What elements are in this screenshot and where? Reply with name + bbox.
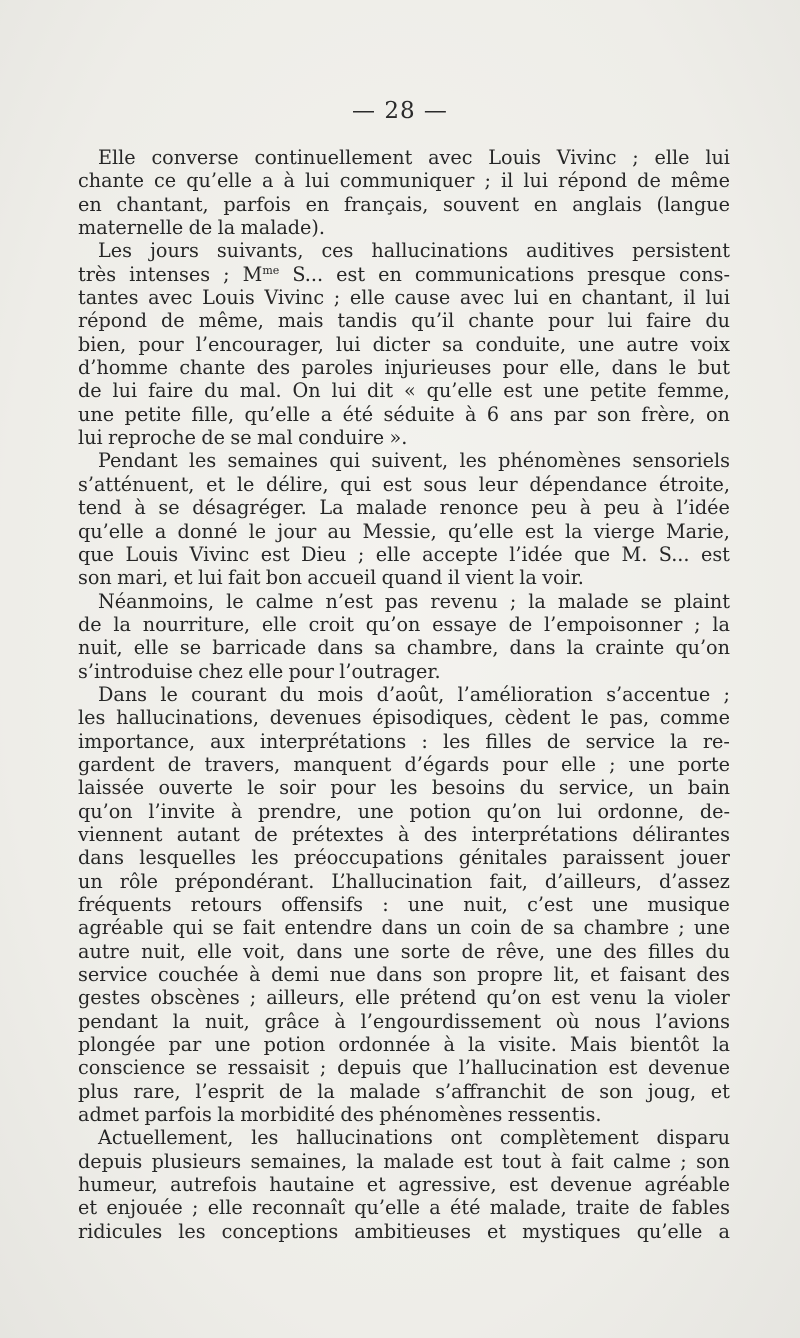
text-line: un rôle prépondérant. L’hallucination fait, d’ailleurs, d’assez <box>78 869 730 893</box>
text-line: humeur, autrefois hautaine et agressive, est devenue agréable <box>78 1173 730 1197</box>
text-line: et enjouée ; elle reconnaît qu’elle a été malade, traite de fables <box>78 1196 730 1220</box>
text-line: maternelle de la malade). <box>78 216 325 240</box>
text-line: Elle converse continuellement avec Louis Vivinc ; elle lui <box>98 146 730 169</box>
text-line: autre nuit, elle voit, dans une sorte de rêve, une des filles du <box>78 939 730 963</box>
text-line: depuis plusieurs semaines, la malade est tout à fait calme ; son <box>78 1149 730 1173</box>
text-line: Pendant les semaines qui suivent, les phénomènes sensoriels <box>98 449 730 473</box>
text-line: gardent de travers, manquent d’égards pour elle ; une porte <box>78 752 730 776</box>
text-line: admet parfois la morbidité des phénomènes ressentis. <box>78 1103 602 1127</box>
text-line: bien, pour l’encourager, lui dicter sa conduite, une autre voix <box>78 332 730 356</box>
text-line: agréable qui se fait entendre dans un coin de sa chambre ; une <box>78 916 730 940</box>
text-line: répond de même, mais tandis qu’il chante pour lui faire du <box>78 309 730 333</box>
text-line: Néanmoins, le calme n’est pas revenu ; la malade se plaint <box>98 589 730 613</box>
text-line: pendant la nuit, grâce à l’engourdissement où nous l’avions <box>78 1009 730 1033</box>
text-line: dans lesquelles les préoccupations génitales paraissent jouer <box>78 846 730 870</box>
text-line: chante ce qu’elle a à lui communiquer ; il lui répond de même <box>78 169 730 193</box>
text-line: conscience se ressaisit ; depuis que l’hallucination est devenue <box>78 1056 730 1080</box>
body-text <box>78 146 730 1243</box>
text-line: Dans le courant du mois d’août, l’amélioration s’accentue ; <box>98 682 730 706</box>
text-line: plus rare, l’esprit de la malade s’affranchit de son joug, et <box>78 1079 730 1103</box>
text-line: d’homme chante des paroles injurieuses pour elle, dans le but <box>78 356 730 380</box>
text-line: très intenses ; $M^{me}$ S... est en communications presque cons- <box>78 262 730 286</box>
text-line: plongée par une potion ordonnée à la visite. Mais bientôt la <box>78 1033 730 1057</box>
text-line: tantes avec Louis Vivinc ; elle cause avec lui en chantant, il lui <box>78 286 730 310</box>
text-line: les hallucinations, devenues épisodiques, cèdent le pas, comme <box>78 706 730 730</box>
text-line: lui reproche de se mal conduire ». <box>78 426 408 450</box>
text-line: gestes obscènes ; ailleurs, elle prétend qu’on est venu la violer <box>78 986 730 1010</box>
text-line: service couchée à demi nue dans son propre lit, et faisant des <box>78 963 730 987</box>
text-line: une petite fille, qu’elle a été séduite à 6 ans par son frère, on <box>78 402 730 426</box>
text-line: de lui faire du mal. On lui dit « qu’elle est une petite femme, <box>78 379 730 403</box>
text-line: de la nourriture, elle croit qu’on essaye de l’empoisonner ; la <box>78 612 730 636</box>
text-line: Actuellement, les hallucinations ont complètement disparu <box>98 1126 730 1150</box>
text-line: Les jours suivants, ces hallucinations auditives persistent <box>98 239 730 263</box>
text-line: importance, aux interprétations : les filles de service la re- <box>78 729 730 753</box>
text-line: tend à se désagréger. La malade renonce peu à peu à l’idée <box>78 496 730 520</box>
text-line: en chantant, parfois en français, souvent en anglais (langue <box>78 192 730 216</box>
text-line: que Louis Vivinc est Dieu ; elle accepte l’idée que M. S... est <box>78 542 730 566</box>
text-line: son mari, et lui fait bon accueil quand il vient la voir. <box>78 566 584 590</box>
text-line: fréquents retours offensifs : une nuit, c’est une musique <box>78 893 730 916</box>
text-line: qu’elle a donné le jour au Messie, qu’elle est la vierge Marie, <box>78 519 730 543</box>
text-line: qu’on l’invite à prendre, une potion qu’on lui ordonne, de- <box>78 799 730 823</box>
page-number: — 28 — <box>352 98 448 124</box>
text-line: ridicules les conceptions ambitieuses et mystiques qu’elle a <box>78 1219 730 1243</box>
text-line: nuit, elle se barricade dans sa chambre, dans la crainte qu’on <box>78 636 730 660</box>
text-line: viennent autant de prétextes à des interprétations délirantes <box>78 822 730 846</box>
text-line: laissée ouverte le soir pour les besoins du service, un bain <box>78 776 730 800</box>
text-line: s’atténuent, et le délire, qui est sous leur dépendance étroite, <box>78 472 730 496</box>
text-line: s’introduise chez elle pour l’outrager. <box>78 659 441 683</box>
